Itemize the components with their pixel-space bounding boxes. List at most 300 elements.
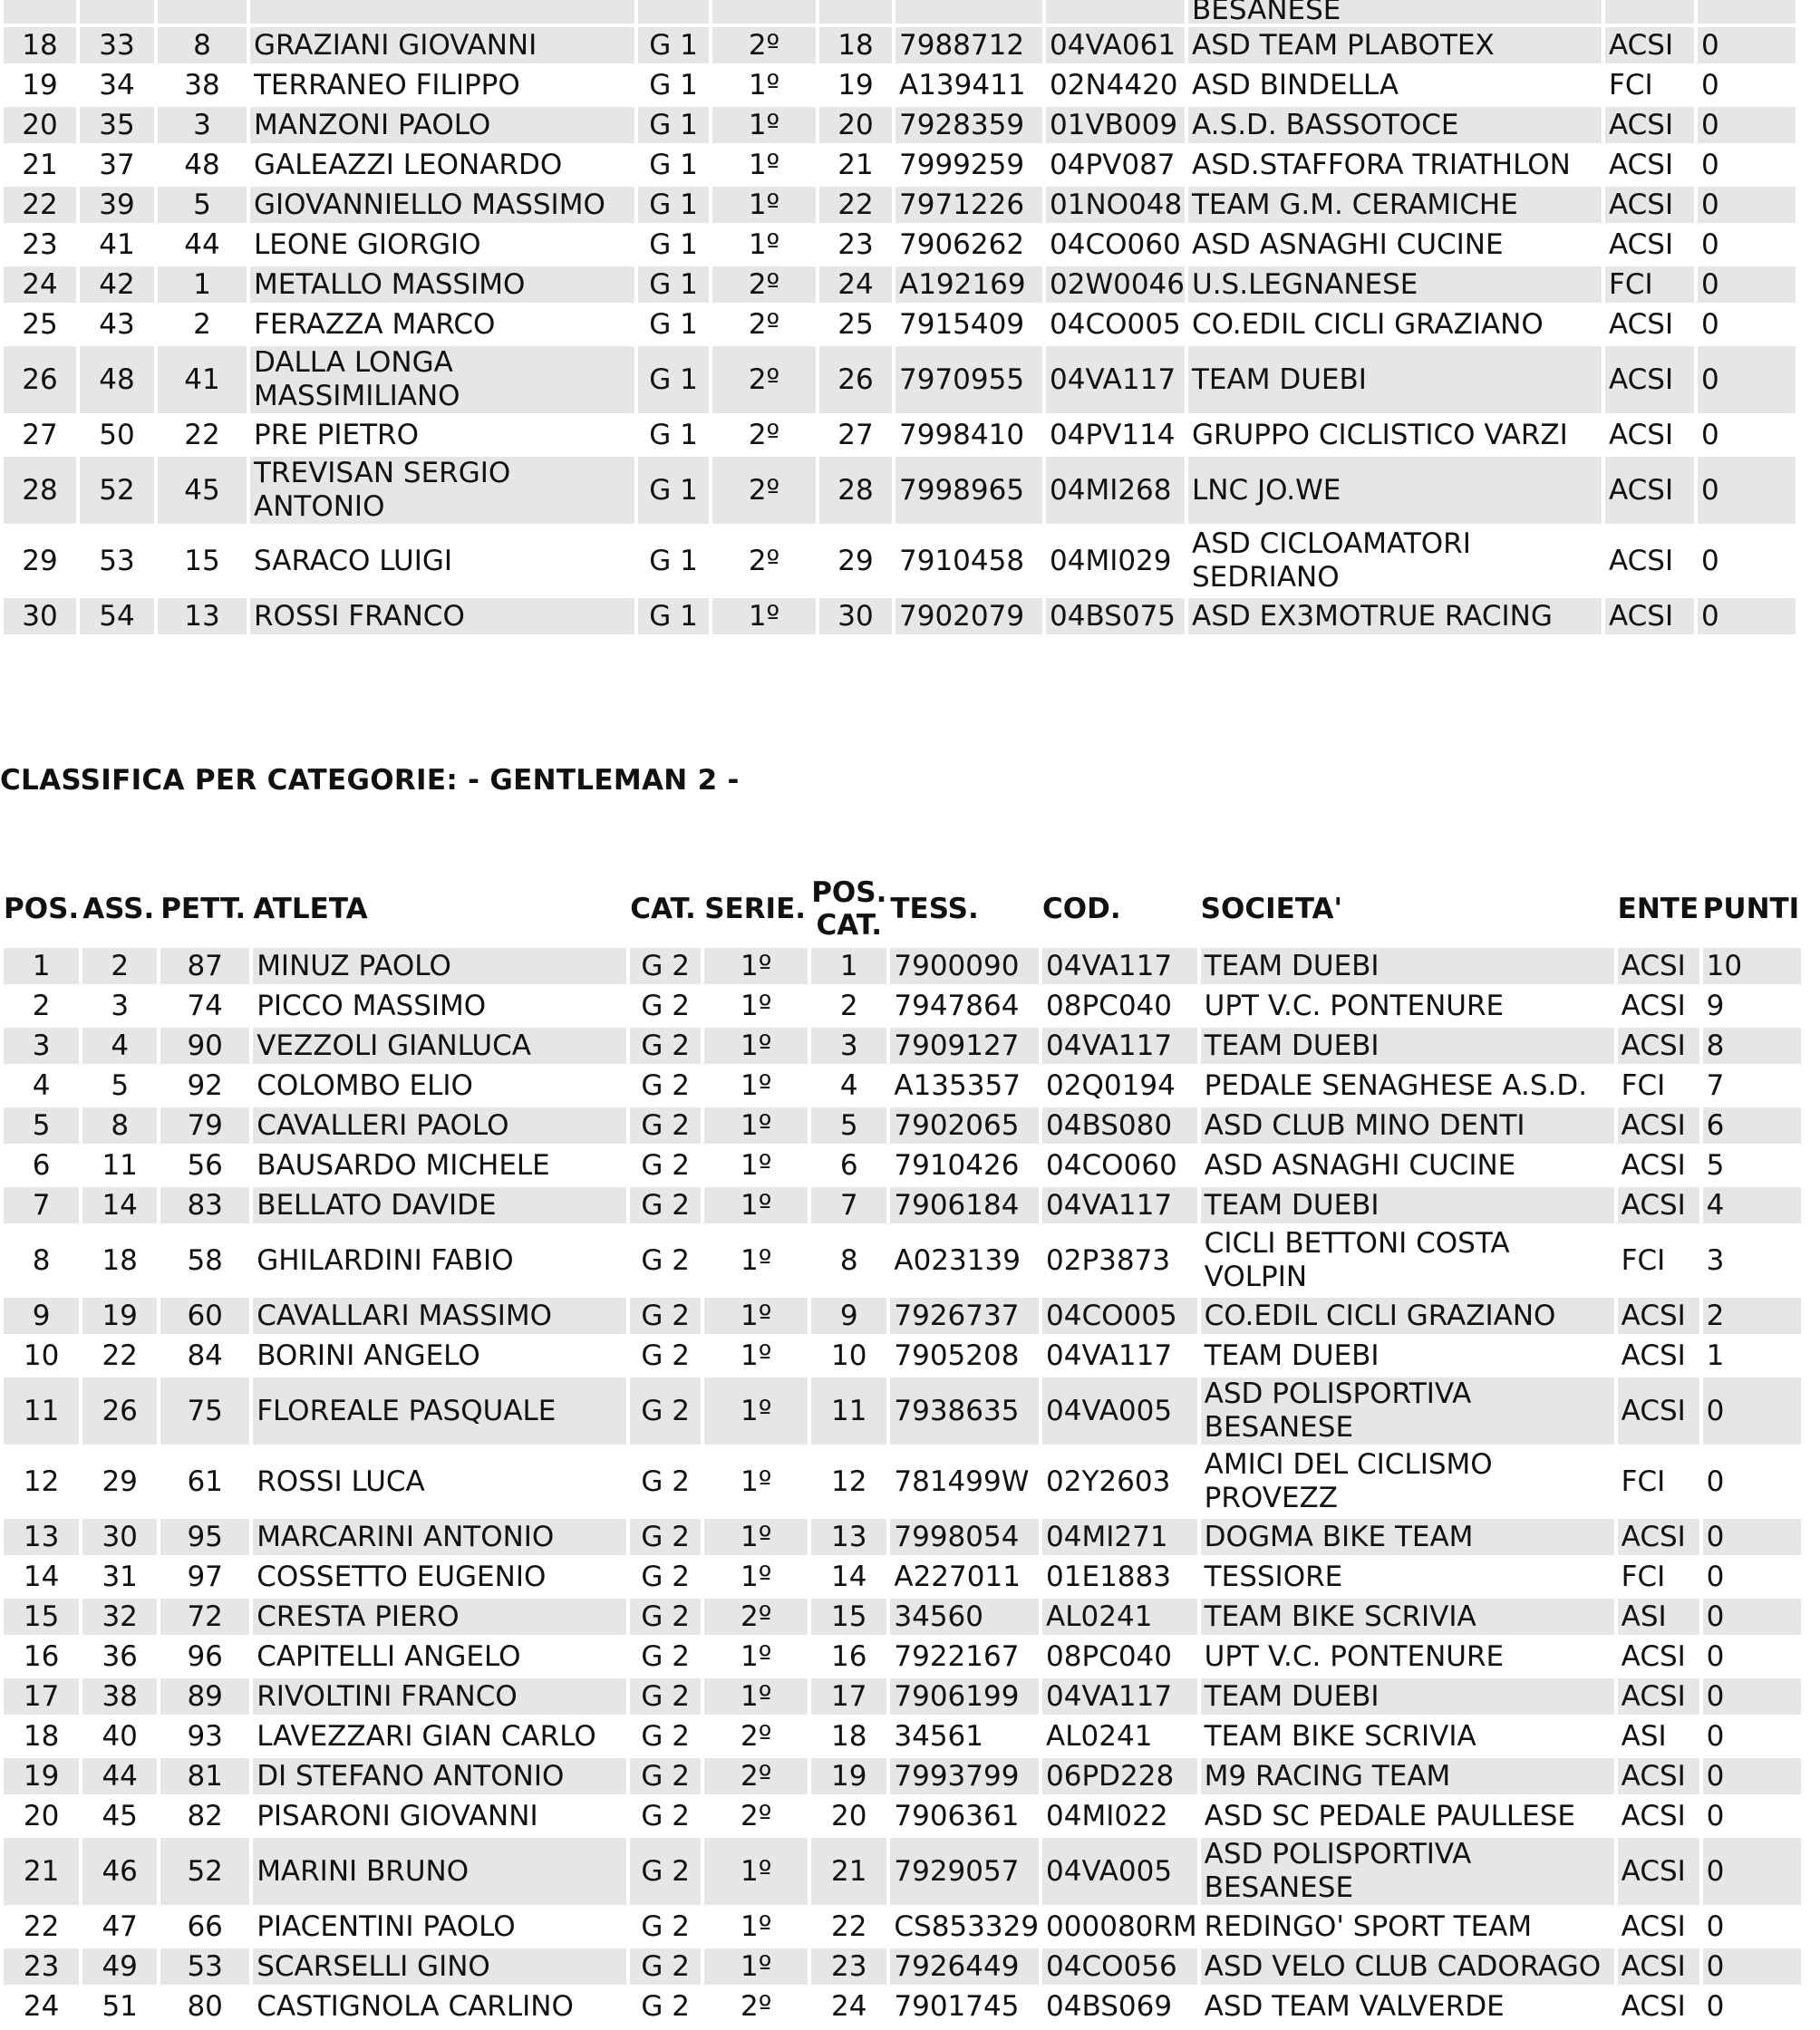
- cell-pos: 1: [4, 948, 79, 984]
- cell-serie: 1º: [704, 1378, 808, 1445]
- cell-cat: G 2: [641, 1243, 690, 1277]
- cell-cod: 02N4420: [1050, 68, 1178, 102]
- cell-pett: 1: [158, 266, 247, 303]
- cell-atleta: ROSSI FRANCO: [250, 598, 634, 634]
- col-header-pett: PETT.: [160, 893, 247, 925]
- cell-pos-cat: 12: [831, 1464, 867, 1498]
- cell-societa: U.S.LEGNANESE: [1188, 266, 1602, 303]
- cell-pett: 74: [187, 989, 223, 1022]
- cell-tess: 7910458: [899, 544, 1025, 577]
- cell-punti: 5: [1706, 1148, 1725, 1182]
- cell-cat: G 1: [649, 148, 698, 181]
- cell-pos: 23: [4, 1948, 79, 1985]
- cell-atleta: SARACO LUIGI: [254, 544, 453, 577]
- cell-pos-cat: 26: [819, 346, 892, 413]
- table-row: [4, 1378, 1801, 1445]
- table-row: [4, 1838, 1801, 1905]
- cell-ente: FCI: [1621, 1243, 1666, 1277]
- gentleman-1-results-table: [0, 0, 1799, 638]
- cell-pett: 93: [187, 1719, 223, 1753]
- cell-serie: 1º: [712, 598, 816, 634]
- cell-cat: G 1: [638, 457, 709, 524]
- cell-serie: 2º: [712, 346, 816, 413]
- table-row: [4, 1599, 1801, 1635]
- cell-pos: 11: [4, 1378, 79, 1445]
- cell-atleta: TREVISAN SERGIO ANTONIO: [250, 457, 634, 524]
- cell-pos: 27: [22, 418, 58, 451]
- cell-pett: 92: [187, 1068, 223, 1102]
- cell-cat: G 1: [638, 346, 709, 413]
- table-row: [4, 266, 1796, 303]
- cell-pos: 9: [4, 1298, 79, 1334]
- cell-ass: 47: [102, 1909, 138, 1943]
- cell-pos: 7: [4, 1187, 79, 1223]
- cell-societa: ASD ASNAGHI CUCINE: [1192, 227, 1504, 261]
- table-row: [4, 1559, 1801, 1595]
- cell-atleta: COSSETTO EUGENIO: [257, 1560, 547, 1593]
- cell-tess: 7971226: [895, 187, 1042, 223]
- cell-atleta: GALEAZZI LEONARDO: [254, 148, 563, 181]
- cell-cat: G 2: [630, 1599, 701, 1635]
- cell-tess: A227011: [894, 1560, 1021, 1593]
- cell-atleta: CAVALLARI MASSIMO: [253, 1298, 626, 1334]
- cell-pos: 29: [22, 544, 58, 577]
- cell-punti: 0: [1701, 227, 1719, 261]
- cell-pos-cat: [819, 0, 892, 24]
- cell-ass: 4: [82, 1028, 157, 1064]
- cell-punti: 0: [1703, 1378, 1801, 1445]
- cell-pos-cat: 17: [811, 1678, 886, 1715]
- cell-atleta: BORINI ANGELO: [257, 1339, 480, 1372]
- cell-pett: 79: [160, 1107, 249, 1144]
- cell-pett: 41: [158, 346, 247, 413]
- cell-ass: 8: [82, 1107, 157, 1144]
- cell-societa: UPT V.C. PONTENURE: [1204, 1639, 1505, 1673]
- cell-pett: 8: [158, 27, 247, 63]
- cell-ass: 18: [102, 1243, 138, 1277]
- cell-atleta: GRAZIANI GIOVANNI: [250, 27, 634, 63]
- cell-serie: 1º: [704, 948, 808, 984]
- cell-atleta: LAVEZZARI GIAN CARLO: [257, 1719, 596, 1753]
- cell-pos: 2: [32, 989, 51, 1022]
- cell-pos: 17: [4, 1678, 79, 1715]
- cell-cat: G 2: [641, 1909, 690, 1943]
- cell-pos: 10: [23, 1339, 60, 1372]
- cell-cat: G 2: [630, 1298, 701, 1334]
- cell-pett: 45: [158, 457, 247, 524]
- cell-tess: 7998054: [890, 1519, 1039, 1555]
- cell-pos: 6: [32, 1148, 51, 1182]
- cell-societa: TEAM DUEBI: [1201, 1187, 1614, 1223]
- cell-pos-cat: 1: [811, 948, 886, 984]
- cell-atleta: TERRANEO FILIPPO: [254, 68, 520, 102]
- cell-pos-cat: 27: [837, 418, 874, 451]
- cell-cod: 04CO005: [1050, 307, 1181, 341]
- cell-cod: 04CO056: [1042, 1948, 1197, 1985]
- cell-punti: 1: [1706, 1339, 1725, 1372]
- cell-pos-cat: 18: [819, 27, 892, 63]
- cell-punti: 0: [1698, 27, 1796, 63]
- cell-ass: 31: [102, 1560, 138, 1593]
- cell-pos-cat: 7: [811, 1187, 886, 1223]
- cell-pos-cat: 21: [811, 1838, 886, 1905]
- col-header-ente: ENTE: [1617, 893, 1699, 925]
- cell-cat: G 1: [649, 227, 698, 261]
- cell-societa: ASD VELO CLUB CADORAGO: [1201, 1948, 1614, 1985]
- cell-tess: 7900090: [890, 948, 1039, 984]
- table-row: [4, 147, 1796, 183]
- cell-pett: 58: [187, 1243, 223, 1277]
- cell-ente: FCI: [1621, 1560, 1666, 1593]
- table-row: [4, 227, 1796, 263]
- cell-ass: 51: [102, 1989, 138, 2023]
- table-row: [4, 107, 1796, 143]
- cell-pos-cat: 10: [831, 1339, 867, 1372]
- cell-pett: [158, 0, 247, 24]
- table-row: [4, 1028, 1801, 1064]
- table-row: [4, 0, 1796, 24]
- table-row: [4, 988, 1801, 1024]
- cell-societa: ASD CICLOAMATORI SEDRIANO: [1192, 527, 1471, 594]
- cell-tess: 7926737: [890, 1298, 1039, 1334]
- cell-punti: [1698, 0, 1796, 24]
- cell-cat: G 1: [649, 418, 698, 451]
- cell-ass: 43: [99, 307, 135, 341]
- cell-ente: ACSI: [1621, 1909, 1686, 1943]
- cell-ass: 40: [102, 1719, 138, 1753]
- cell-tess: 7993799: [890, 1758, 1039, 1794]
- cell-pos-cat: 22: [819, 187, 892, 223]
- table-row: [4, 1909, 1801, 1945]
- table-row: [4, 417, 1796, 453]
- cell-atleta: GHILARDINI FABIO: [257, 1243, 514, 1277]
- cell-tess: 7906199: [890, 1678, 1039, 1715]
- cell-ass: [80, 0, 154, 24]
- cell-cod: 000080RM: [1046, 1909, 1197, 1943]
- cell-pos-cat: 5: [811, 1107, 886, 1144]
- cell-ente: ACSI: [1618, 1838, 1699, 1905]
- cell-pos-cat: 29: [837, 544, 874, 577]
- table-row: [4, 1338, 1801, 1374]
- cell-cat: G 2: [630, 1378, 701, 1445]
- cell-ass: 22: [102, 1339, 138, 1372]
- col-header-cod: COD.: [1042, 893, 1121, 925]
- cell-serie: 1º: [704, 1187, 808, 1223]
- cell-serie: 2º: [741, 1989, 772, 2023]
- cell-pos: 3: [4, 1028, 79, 1064]
- cell-tess: 7901745: [894, 1989, 1020, 2023]
- cell-ente: ACSI: [1618, 1107, 1699, 1144]
- cell-cod: 04VA117: [1046, 346, 1185, 413]
- cell-ente: ACSI: [1618, 948, 1699, 984]
- cell-ass: 32: [82, 1599, 157, 1635]
- cell-punti: 0: [1706, 1799, 1725, 1832]
- cell-ass: 54: [80, 598, 154, 634]
- cell-cat: G 2: [641, 1464, 690, 1498]
- table-row: [4, 598, 1796, 634]
- col-header-ass: ASS.: [82, 893, 155, 925]
- cell-ente: ACSI: [1609, 418, 1674, 451]
- cell-cod: [1046, 0, 1185, 24]
- cell-cat: G 2: [641, 1989, 690, 2023]
- cell-cod: 04VA117: [1046, 1339, 1173, 1372]
- table-row: [4, 1798, 1801, 1834]
- cell-punti: 0: [1698, 346, 1796, 413]
- cell-pos-cat: 6: [839, 1148, 858, 1182]
- table-row: [4, 346, 1796, 413]
- cell-ente: ACSI: [1618, 1298, 1699, 1334]
- cell-ente: ACSI: [1609, 148, 1674, 181]
- cell-tess: 7970955: [895, 346, 1042, 413]
- cell-tess: 7902079: [895, 598, 1042, 634]
- cell-ass: 5: [111, 1068, 130, 1102]
- cell-pett: 3: [158, 107, 247, 143]
- cell-cat: G 2: [641, 1639, 690, 1673]
- cell-cod: 02Q0194: [1046, 1068, 1176, 1102]
- cell-pos: 30: [4, 598, 76, 634]
- cell-serie: 2º: [748, 307, 780, 341]
- cell-pett: 66: [187, 1909, 223, 1943]
- cell-pos-cat: 4: [839, 1068, 858, 1102]
- table-row: [4, 457, 1796, 524]
- cell-societa: TEAM DUEBI: [1201, 948, 1614, 984]
- cell-ass: 42: [80, 266, 154, 303]
- cell-pett: 60: [160, 1298, 249, 1334]
- cell-ente: ACSI: [1605, 107, 1694, 143]
- cell-ente: ACSI: [1605, 27, 1694, 63]
- cell-cod: 04VA005: [1042, 1378, 1197, 1445]
- cell-serie: 1º: [741, 1464, 772, 1498]
- cell-cod: 04VA117: [1042, 1028, 1197, 1064]
- cell-pos: 20: [4, 107, 76, 143]
- cell-pos-cat: 28: [819, 457, 892, 524]
- cell-serie: 1º: [748, 227, 780, 261]
- cell-punti: 0: [1703, 1758, 1801, 1794]
- cell-ente: ACSI: [1618, 1758, 1699, 1794]
- cell-pos: 21: [22, 148, 58, 181]
- table-row: [4, 527, 1796, 594]
- cell-ass: 34: [99, 68, 135, 102]
- cell-pos: 19: [4, 1758, 79, 1794]
- cell-pos-cat: 13: [811, 1519, 886, 1555]
- cell-pos: 15: [4, 1599, 79, 1635]
- cell-serie: 1º: [741, 989, 772, 1022]
- cell-atleta: METALLO MASSIMO: [250, 266, 634, 303]
- cell-societa: ASD TEAM PLABOTEX: [1188, 27, 1602, 63]
- cell-cat: G 1: [649, 544, 698, 577]
- cell-pos-cat: 23: [837, 227, 874, 261]
- cell-tess: 7928359: [895, 107, 1042, 143]
- cell-punti: 6: [1703, 1107, 1801, 1144]
- cell-ente: ACSI: [1605, 598, 1694, 634]
- cell-atleta: GIOVANNIELLO MASSIMO: [250, 187, 634, 223]
- cell-pos-cat: 24: [831, 1989, 867, 2023]
- cell-tess: 7922167: [894, 1639, 1020, 1673]
- cell-tess: 7906262: [899, 227, 1025, 261]
- cell-ente: [1605, 0, 1694, 24]
- cell-cat: G 2: [630, 948, 701, 984]
- cell-atleta: CASTIGNOLA CARLINO: [257, 1989, 574, 2023]
- cell-ass: 48: [80, 346, 154, 413]
- cell-serie: 1º: [704, 1678, 808, 1715]
- cell-atleta: MANZONI PAOLO: [250, 107, 634, 143]
- cell-pett: 22: [184, 418, 220, 451]
- cell-cat: G 1: [638, 107, 709, 143]
- cell-pos-cat: 24: [819, 266, 892, 303]
- cell-ass: 3: [111, 989, 130, 1022]
- cell-ente: ACSI: [1618, 1519, 1699, 1555]
- cell-pett: 15: [184, 544, 220, 577]
- cell-cat: G 2: [641, 1339, 690, 1372]
- cell-tess: [895, 0, 1042, 24]
- cell-cat: G 2: [630, 1948, 701, 1985]
- cell-ass: 44: [82, 1758, 157, 1794]
- cell-atleta: CAPITELLI ANGELO: [257, 1639, 521, 1673]
- table-row: [4, 948, 1801, 984]
- cell-punti: 10: [1703, 948, 1801, 984]
- cell-cod: AL0241: [1042, 1599, 1197, 1635]
- cell-ass: 50: [99, 418, 135, 451]
- cell-cod: 04BS075: [1046, 598, 1185, 634]
- cell-tess: 7998410: [899, 418, 1025, 451]
- cell-pett: 83: [160, 1187, 249, 1223]
- cell-tess: 7999259: [899, 148, 1025, 181]
- cell-punti: 0: [1701, 418, 1719, 451]
- table-row: [4, 1448, 1801, 1515]
- cell-cat: [638, 0, 709, 24]
- cell-pos: 5: [4, 1107, 79, 1144]
- cell-cat: G 1: [649, 68, 698, 102]
- cell-pos: 14: [23, 1560, 60, 1593]
- cell-serie: 2º: [748, 418, 780, 451]
- cell-tess: 7902065: [890, 1107, 1039, 1144]
- cell-cod: 04PV114: [1050, 418, 1176, 451]
- cell-cod: 04VA117: [1042, 948, 1197, 984]
- cell-atleta: MARINI BRUNO: [253, 1838, 626, 1905]
- cell-pos: 13: [4, 1519, 79, 1555]
- cell-pos: 16: [23, 1639, 60, 1673]
- cell-ass: 35: [80, 107, 154, 143]
- cell-societa: TEAM G.M. CERAMICHE: [1188, 187, 1602, 223]
- cell-atleta: VEZZOLI GIANLUCA: [253, 1028, 626, 1064]
- cell-societa: DOGMA BIKE TEAM: [1201, 1519, 1614, 1555]
- cell-serie: 1º: [741, 1148, 772, 1182]
- cell-pos: 28: [4, 457, 76, 524]
- cell-ente: ACSI: [1609, 227, 1674, 261]
- cell-societa: TEAM BIKE SCRIVIA: [1201, 1599, 1614, 1635]
- table-row: [4, 1227, 1801, 1294]
- cell-ente: ACSI: [1621, 1989, 1686, 2023]
- cell-pett: 52: [160, 1838, 249, 1905]
- cell-societa: A.S.D. BASSOTOCE: [1188, 107, 1602, 143]
- cell-punti: 3: [1706, 1243, 1725, 1277]
- cell-ass: 41: [99, 227, 135, 261]
- cell-ass: 33: [80, 27, 154, 63]
- cell-societa: PEDALE SENAGHESE A.S.D.: [1204, 1068, 1588, 1102]
- cell-societa: ASD.STAFFORA TRIATHLON: [1192, 148, 1571, 181]
- cell-punti: 0: [1706, 1989, 1725, 2023]
- cell-serie: 2º: [712, 27, 816, 63]
- cell-cod: 04VA117: [1042, 1678, 1197, 1715]
- cell-ass: 11: [102, 1148, 138, 1182]
- cell-pett: 72: [160, 1599, 249, 1635]
- cell-ente: ACSI: [1605, 346, 1694, 413]
- cell-serie: 2º: [748, 544, 780, 577]
- cell-societa: GRUPPO CICLISTICO VARZI: [1192, 418, 1568, 451]
- cell-tess: 7910426: [894, 1148, 1020, 1182]
- col-header-atleta: ATLETA: [253, 893, 368, 925]
- cell-pos: 23: [22, 227, 58, 261]
- cell-pett: 38: [184, 68, 220, 102]
- table-row: [4, 1147, 1801, 1184]
- cell-pos-cat: 19: [811, 1758, 886, 1794]
- cell-ass: 36: [102, 1639, 138, 1673]
- cell-serie: 1º: [704, 1107, 808, 1144]
- cell-cod: 04BS080: [1042, 1107, 1197, 1144]
- cell-serie: 1º: [741, 1560, 772, 1593]
- cell-cat: G 2: [641, 1068, 690, 1102]
- cell-ente: ACSI: [1618, 1678, 1699, 1715]
- cell-pett: 81: [160, 1758, 249, 1794]
- cell-pos-cat: 8: [839, 1243, 858, 1277]
- cell-atleta: RIVOLTINI FRANCO: [253, 1678, 626, 1715]
- cell-cod: 04CO060: [1050, 227, 1181, 261]
- cell-atleta: DI STEFANO ANTONIO: [253, 1758, 626, 1794]
- cell-serie: 1º: [741, 1068, 772, 1102]
- col-header-societa: SOCIETA': [1200, 893, 1343, 925]
- cell-punti: 0: [1698, 457, 1796, 524]
- cell-ass: 19: [82, 1298, 157, 1334]
- cell-serie: 1º: [748, 68, 780, 102]
- cell-cod: 02W0046: [1046, 266, 1185, 303]
- cell-cod: 06PD228: [1042, 1758, 1197, 1794]
- cell-punti: 0: [1706, 1909, 1725, 1943]
- table-row: [4, 67, 1796, 103]
- cell-atleta: FLOREALE PASQUALE: [253, 1378, 626, 1445]
- cell-ente: ACSI: [1605, 457, 1694, 524]
- cell-cod: 04VA005: [1042, 1838, 1197, 1905]
- cell-punti: 0: [1701, 307, 1719, 341]
- col-header-cat: CAT.: [630, 893, 696, 925]
- cell-tess: 781499W: [894, 1464, 1030, 1498]
- cell-punti: 0: [1703, 1948, 1801, 1985]
- cell-ass: 53: [99, 544, 135, 577]
- cell-tess: A135357: [894, 1068, 1021, 1102]
- gentleman-1-table-body: [4, 0, 1796, 634]
- gentleman-2-table-body: [4, 948, 1801, 2025]
- cell-cat: G 1: [638, 266, 709, 303]
- col-header-serie: SERIE.: [704, 893, 807, 925]
- cell-pett: 13: [158, 598, 247, 634]
- col-header-tess: TESS.: [890, 893, 979, 925]
- cell-cat: G 1: [649, 307, 698, 341]
- cell-ente: ACSI: [1618, 1028, 1699, 1064]
- cell-atleta: PISARONI GIOVANNI: [257, 1799, 538, 1832]
- cell-punti: 0: [1706, 1639, 1725, 1673]
- cell-cod: 02P3873: [1046, 1243, 1171, 1277]
- cell-pett: 87: [160, 948, 249, 984]
- cell-tess: 7998965: [895, 457, 1042, 524]
- cell-ente: ACSI: [1609, 307, 1674, 341]
- cell-atleta: CRESTA PIERO: [253, 1599, 626, 1635]
- cell-cod: AL0241: [1046, 1719, 1153, 1753]
- cell-atleta: CAVALLERI PAOLO: [253, 1107, 626, 1144]
- cell-serie: 1º: [712, 187, 816, 223]
- cell-societa: TESSIORE: [1204, 1560, 1343, 1593]
- cell-ente: FCI: [1621, 1464, 1666, 1498]
- cell-pos-cat: 22: [831, 1909, 867, 1943]
- cell-atleta: ROSSI LUCA: [257, 1464, 425, 1498]
